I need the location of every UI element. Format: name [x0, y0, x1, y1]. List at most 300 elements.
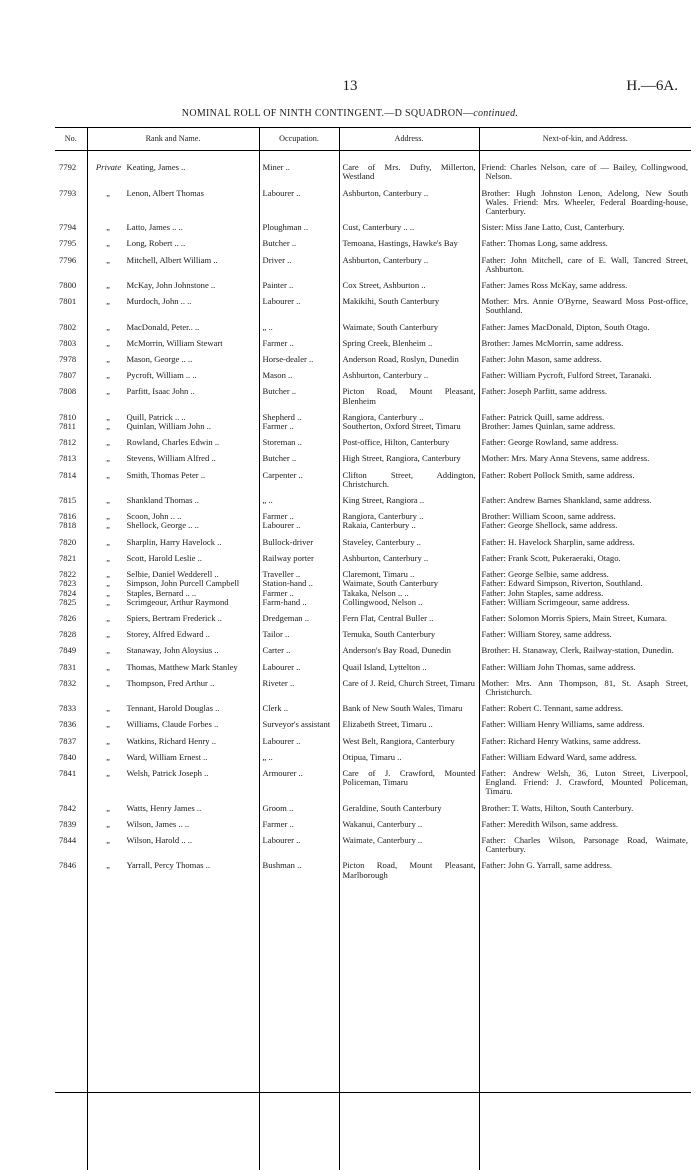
next-of-kin: Father: Robert Pollock Smith, same address. — [479, 464, 691, 489]
soldier-name: Selbie, Daniel Wedderell .. — [126, 569, 219, 580]
service-number: 7796 — [59, 254, 77, 265]
address: Claremont, Timaru .. — [339, 563, 479, 579]
soldier-name: Pycroft, William .. .. — [126, 370, 197, 381]
rank-name-cell — [87, 521, 259, 530]
address: Waimate, Canterbury .. — [339, 829, 479, 854]
table-row — [55, 547, 691, 563]
next-of-kin: Father: H. Havelock Sharplin, same address. — [479, 531, 691, 547]
next-of-kin: Father: William Pycroft, Fulford Street, Taranaki. — [479, 364, 691, 380]
soldier-name: McKay, John Johnstone .. — [126, 280, 216, 291]
next-of-kin: Mother: Mrs. Annie O'Byrne, Seaward Moss Post-office, Southland. — [479, 290, 691, 315]
rank-name-cell — [87, 829, 259, 854]
occupation: Horse-dealer .. — [259, 348, 339, 364]
next-of-kin: Father: William Edward Ward, same address. — [479, 746, 691, 762]
rank-name-cell — [87, 713, 259, 729]
occupation: Painter .. — [259, 274, 339, 290]
service-number: 7842 — [59, 802, 77, 813]
table-row — [55, 656, 691, 672]
table-row — [55, 182, 691, 217]
occupation: Labourer .. — [259, 829, 339, 854]
rank-name-cell — [87, 697, 259, 713]
rank-name-cell — [87, 249, 259, 274]
service-number: 7815 — [59, 495, 77, 506]
rank: „ — [106, 280, 111, 291]
soldier-name: Welsh, Patrick Joseph .. — [126, 767, 209, 778]
table-row — [55, 216, 691, 232]
address: Rangiora, Canterbury .. — [339, 406, 479, 422]
occupation: Armourer .. — [259, 762, 339, 797]
rank-name-cell — [87, 380, 259, 405]
occupation: Bushman .. — [259, 854, 339, 1169]
rank-name-cell — [87, 563, 259, 579]
occupation: Butcher .. — [259, 232, 339, 248]
rank: „ — [106, 751, 111, 762]
rank-name-cell — [87, 531, 259, 547]
table-row — [55, 422, 691, 431]
next-of-kin: Father: John Staples, same address. — [479, 589, 691, 598]
address: Otipua, Timaru .. — [339, 746, 479, 762]
soldier-name: Tennant, Harold Douglas .. — [126, 703, 220, 714]
rank-name-cell — [87, 813, 259, 829]
service-number: 7839 — [59, 818, 77, 829]
table-row — [55, 316, 691, 332]
next-of-kin: Mother: Mrs. Ann Thompson, 81, St. Asaph Street, Christchurch. — [479, 672, 691, 697]
table-row — [55, 813, 691, 829]
address: Spring Creek, Blenheim .. — [339, 332, 479, 348]
soldier-name: Mason, George .. .. — [126, 354, 193, 365]
soldier-name: Watts, Henry James .. — [126, 802, 202, 813]
rank-name-cell — [87, 547, 259, 563]
next-of-kin: Father: Andrew Welsh, 36, Luton Street, Liverpool, England. Friend: J. Crawford, Mounted Policeman, Timaru. — [479, 762, 691, 797]
next-of-kin: Brother: Hugh Johnston Lenon, Adelong, New South Wales. Friend: Mrs. Wheeler, Federal Boarding-house, Canterbury. — [479, 182, 691, 217]
occupation: Groom .. — [259, 797, 339, 813]
rank-name-cell — [87, 431, 259, 447]
service-number: 7841 — [59, 767, 77, 778]
address: Clifton Street, Addington, Christchurch. — [339, 464, 479, 489]
address: Picton Road, Mount Pleasant, Blenheim — [339, 380, 479, 405]
occupation: Surveyor's assistant — [259, 713, 339, 729]
table-row — [55, 505, 691, 521]
rank: Private — [95, 162, 122, 173]
next-of-kin: Father: William John Thomas, same address. — [479, 656, 691, 672]
rank-name-cell — [87, 730, 259, 746]
rank-name-cell — [87, 489, 259, 505]
soldier-name: Scrimgeour, Arthur Raymond — [126, 596, 229, 607]
table-row — [55, 854, 691, 1169]
table-row — [55, 829, 691, 854]
rank: „ — [106, 612, 111, 623]
address: Makikihi, South Canterbury — [339, 290, 479, 315]
table-row — [55, 607, 691, 623]
rank: „ — [106, 703, 111, 714]
occupation: Farmer .. — [259, 589, 339, 598]
service-number: 7826 — [59, 612, 77, 623]
rank-name-cell — [87, 216, 259, 232]
address: Anderson Road, Roslyn, Dunedin — [339, 348, 479, 364]
service-number: 7810 — [59, 411, 77, 422]
soldier-name: Spiers, Bertram Frederick .. — [126, 612, 222, 623]
occupation: Traveller .. — [259, 563, 339, 579]
title-main: NOMINAL ROLL OF NINTH CONTINGENT.—D SQUADRON— — [181, 108, 474, 119]
table-row — [55, 406, 691, 422]
address: Post-office, Hilton, Canterbury — [339, 431, 479, 447]
address: Quail Island, Lyttelton .. — [339, 656, 479, 672]
rank: „ — [106, 578, 111, 589]
next-of-kin: Father: Patrick Quill, same address. — [479, 406, 691, 422]
occupation: Labourer .. — [259, 730, 339, 746]
table-row — [55, 713, 691, 729]
address: Wakanui, Canterbury .. — [339, 813, 479, 829]
rank-name-cell — [87, 290, 259, 315]
soldier-name: Latto, James .. .. — [126, 222, 183, 233]
service-number: 7808 — [59, 386, 77, 397]
soldier-name: Quill, Patrick .. .. — [126, 411, 186, 422]
rank: „ — [106, 386, 111, 397]
address: Rakaia, Canterbury .. — [339, 521, 479, 530]
service-number: 7840 — [59, 751, 77, 762]
service-number: 7821 — [59, 552, 77, 563]
header-address: Address. — [339, 128, 479, 151]
address: Ashburton, Canterbury .. — [339, 182, 479, 217]
address: Care of J. Crawford, Mounted Policeman, Timaru — [339, 762, 479, 797]
address: West Belt, Rangiora, Canterbury — [339, 730, 479, 746]
document-code: H.—6A. — [626, 78, 678, 94]
next-of-kin: Father: John Mason, same address. — [479, 348, 691, 364]
rank: „ — [106, 645, 111, 656]
occupation: „ .. — [259, 746, 339, 762]
rank: „ — [106, 296, 111, 307]
soldier-name: Keating, James .. — [126, 162, 186, 173]
soldier-name: Shellock, George .. .. — [126, 520, 199, 531]
occupation: Carter .. — [259, 639, 339, 655]
rank-name-cell — [87, 672, 259, 697]
rank-name-cell — [87, 505, 259, 521]
occupation: Dredgeman .. — [259, 607, 339, 623]
service-number: 7844 — [59, 834, 77, 845]
header-rank-name: Rank and Name. — [87, 128, 259, 151]
service-number: 7792 — [59, 162, 77, 173]
rank-name-cell — [87, 182, 259, 217]
next-of-kin: Brother: James McMorrin, same address. — [479, 332, 691, 348]
service-number: 7978 — [59, 354, 77, 365]
table-row — [55, 431, 691, 447]
occupation: Carpenter .. — [259, 464, 339, 489]
rank: „ — [106, 421, 111, 432]
rank: „ — [106, 495, 111, 506]
next-of-kin: Brother: T. Watts, Hilton, South Canterbury. — [479, 797, 691, 813]
service-number: 7800 — [59, 280, 77, 291]
table-row — [55, 521, 691, 530]
occupation: Tailor .. — [259, 623, 339, 639]
soldier-name: McMorrin, William Stewart — [126, 337, 223, 348]
table-row — [55, 730, 691, 746]
table-row — [55, 489, 691, 505]
service-number: 7820 — [59, 536, 77, 547]
address: Collingwood, Nelson .. — [339, 598, 479, 607]
header-no: No. — [55, 128, 87, 151]
soldier-name: Yarrall, Percy Thomas .. — [126, 860, 210, 871]
address: Picton Road, Mount Pleasant, Marlborough — [339, 854, 479, 1169]
header-next-of-kin: Next-of-kin, and Address. — [479, 128, 691, 151]
rank: „ — [106, 469, 111, 480]
service-number: 7837 — [59, 735, 77, 746]
next-of-kin: Father: John G. Yarrall, same address. — [479, 854, 691, 1169]
table-header-row — [55, 128, 691, 151]
next-of-kin: Father: George Shellock, same address. — [479, 521, 691, 530]
page-title — [0, 108, 700, 119]
soldier-name: Smith, Thomas Peter .. — [126, 469, 206, 480]
service-number: 7831 — [59, 661, 77, 672]
soldier-name: Rowland, Charles Edwin .. — [126, 437, 220, 448]
table-row — [55, 672, 691, 697]
table-row — [55, 380, 691, 405]
next-of-kin: Father: George Rowland, same address. — [479, 431, 691, 447]
soldier-name: Wilson, James .. .. — [126, 818, 190, 829]
rank: „ — [106, 520, 111, 531]
address: Fern Flat, Central Buller .. — [339, 607, 479, 623]
table-row — [55, 623, 691, 639]
occupation: Farm-hand .. — [259, 598, 339, 607]
service-number: 7803 — [59, 337, 77, 348]
rank: „ — [106, 337, 111, 348]
rank: „ — [106, 321, 111, 332]
rank-name-cell — [87, 406, 259, 422]
occupation: Mason .. — [259, 364, 339, 380]
rank-name-cell — [87, 364, 259, 380]
address: Temoana, Hastings, Hawke's Bay — [339, 232, 479, 248]
service-number: 7793 — [59, 187, 77, 198]
table-row — [55, 797, 691, 813]
occupation: Labourer .. — [259, 182, 339, 217]
service-number: 7828 — [59, 629, 77, 640]
service-number: 7807 — [59, 370, 77, 381]
soldier-name: Williams, Claude Forbes .. — [126, 719, 219, 730]
table-row — [55, 364, 691, 380]
occupation: Butcher .. — [259, 380, 339, 405]
address: High Street, Rangiora, Canterbury — [339, 447, 479, 463]
occupation: „ .. — [259, 489, 339, 505]
rank: „ — [106, 735, 111, 746]
rank: „ — [106, 354, 111, 365]
next-of-kin: Friend: Charles Nelson, care of — Bailey, Collingwood, Nelson. — [479, 151, 691, 182]
rank-name-cell — [87, 607, 259, 623]
occupation: Station-hand .. — [259, 579, 339, 588]
occupation: Labourer .. — [259, 656, 339, 672]
next-of-kin: Father: Joseph Parfitt, same address. — [479, 380, 691, 405]
service-number: 7802 — [59, 321, 77, 332]
address: Rangiora, Canterbury .. — [339, 505, 479, 521]
service-number: 7824 — [59, 587, 77, 598]
rank: „ — [106, 802, 111, 813]
service-number: 7814 — [59, 469, 77, 480]
address: Ashburton, Canterbury .. — [339, 547, 479, 563]
rank: „ — [106, 370, 111, 381]
rank: „ — [106, 511, 111, 522]
next-of-kin: Father: Meredith Wilson, same address. — [479, 813, 691, 829]
address: Care of J. Reid, Church Street, Timaru — [339, 672, 479, 697]
next-of-kin: Father: Robert C. Tennant, same address. — [479, 697, 691, 713]
service-number: 7849 — [59, 645, 77, 656]
occupation: Farmer .. — [259, 422, 339, 431]
table-row — [55, 232, 691, 248]
rank: „ — [106, 254, 111, 265]
soldier-name: Scott, Harold Leslie .. — [126, 552, 202, 563]
table-row — [55, 151, 691, 182]
page-number: 13 — [342, 78, 358, 94]
occupation: Farmer .. — [259, 813, 339, 829]
table-body — [55, 151, 691, 1170]
rank: „ — [106, 187, 111, 198]
occupation: Bullock-driver — [259, 531, 339, 547]
service-number: 7825 — [59, 596, 77, 607]
table-row — [55, 531, 691, 547]
next-of-kin: Father: Andrew Barnes Shankland, same address. — [479, 489, 691, 505]
rank-name-cell — [87, 797, 259, 813]
table-row — [55, 746, 691, 762]
next-of-kin: Father: William Henry Williams, same address. — [479, 713, 691, 729]
next-of-kin: Father: William Scrimgeour, same address. — [479, 598, 691, 607]
occupation: Railway porter — [259, 547, 339, 563]
rank-name-cell — [87, 762, 259, 797]
service-number: 7832 — [59, 677, 77, 688]
address: Temuka, South Canterbury — [339, 623, 479, 639]
rank: „ — [106, 719, 111, 730]
table-row — [55, 332, 691, 348]
soldier-name: Murdoch, John .. .. — [126, 296, 192, 307]
occupation: Riveter .. — [259, 672, 339, 697]
next-of-kin: Father: George Selbie, same address. — [479, 563, 691, 579]
occupation: Clerk .. — [259, 697, 339, 713]
service-number: 7836 — [59, 719, 77, 730]
soldier-name: Mitchell, Albert William .. — [126, 254, 218, 265]
soldier-name: Wilson, Harold .. .. — [126, 834, 193, 845]
rank: „ — [106, 767, 111, 778]
header-occupation: Occupation. — [259, 128, 339, 151]
rank-name-cell — [87, 464, 259, 489]
rank: „ — [106, 677, 111, 688]
service-number: 7813 — [59, 453, 77, 464]
service-number: 7818 — [59, 520, 77, 531]
service-number: 7801 — [59, 296, 77, 307]
service-number: 7794 — [59, 222, 77, 233]
soldier-name: Scoon, John .. .. — [126, 511, 182, 522]
next-of-kin: Father: Frank Scott, Pukeraeraki, Otago. — [479, 547, 691, 563]
rank-name-cell — [87, 332, 259, 348]
rank-name-cell — [87, 316, 259, 332]
rank: „ — [106, 552, 111, 563]
table-row — [55, 290, 691, 315]
rank: „ — [106, 536, 111, 547]
rank-name-cell — [87, 151, 259, 182]
occupation: Storeman .. — [259, 431, 339, 447]
occupation: Shepherd .. — [259, 406, 339, 422]
next-of-kin: Father: William Storey, same address. — [479, 623, 691, 639]
next-of-kin: Brother: H. Stanaway, Clerk, Railway-station, Dunedin. — [479, 639, 691, 655]
occupation: Miner .. — [259, 151, 339, 182]
address: Care of Mrs. Dufty, Millerton, Westland — [339, 151, 479, 182]
occupation: Labourer .. — [259, 521, 339, 530]
address: Bank of New South Wales, Timaru — [339, 697, 479, 713]
soldier-name: Staples, Bernard .. .. — [126, 587, 197, 598]
occupation: Driver .. — [259, 249, 339, 274]
rank-name-cell — [87, 746, 259, 762]
rank: „ — [106, 596, 111, 607]
table-row — [55, 563, 691, 579]
rank: „ — [106, 661, 111, 672]
address: Waimate, South Canterbury — [339, 316, 479, 332]
next-of-kin: Mother: Mrs. Mary Anna Stevens, same address. — [479, 447, 691, 463]
next-of-kin: Father: Charles Wilson, Parsonage Road, Waimate, Canterbury. — [479, 829, 691, 854]
rank: „ — [106, 569, 111, 580]
address: Cox Street, Ashburton .. — [339, 274, 479, 290]
rank-name-cell — [87, 656, 259, 672]
next-of-kin: Father: James Ross McKay, same address. — [479, 274, 691, 290]
address: Waimate, South Canterbury — [339, 579, 479, 588]
rank: „ — [106, 860, 111, 871]
next-of-kin: Brother: William Scoon, same address. — [479, 505, 691, 521]
soldier-name: Shankland Thomas .. — [126, 495, 199, 506]
rank: „ — [106, 834, 111, 845]
occupation: Labourer .. — [259, 290, 339, 315]
address: Ashburton, Canterbury .. — [339, 249, 479, 274]
soldier-name: Stanaway, John Aloysius .. — [126, 645, 219, 656]
rank: „ — [106, 453, 111, 464]
rank: „ — [106, 818, 111, 829]
soldier-name: Long, Robert .. .. — [126, 238, 186, 249]
occupation: Farmer .. — [259, 332, 339, 348]
soldier-name: Parfitt, Isaac John .. — [126, 386, 195, 397]
service-number: 7822 — [59, 569, 77, 580]
soldier-name: Lenon, Albert Thomas — [126, 187, 204, 198]
soldier-name: Thomas, Matthew Mark Stanley — [126, 661, 238, 672]
address: Cust, Canterbury .. .. — [339, 216, 479, 232]
rank-name-cell — [87, 232, 259, 248]
next-of-kin: Father: Edward Simpson, Riverton, Southland. — [479, 579, 691, 588]
next-of-kin: Father: Thomas Long, same address. — [479, 232, 691, 248]
occupation: Farmer .. — [259, 505, 339, 521]
soldier-name: Sharplin, Harry Havelock .. — [126, 536, 222, 547]
soldier-name: Storey, Alfred Edward .. — [126, 629, 210, 640]
service-number: 7833 — [59, 703, 77, 714]
service-number: 7846 — [59, 860, 77, 871]
rank-name-cell — [87, 348, 259, 364]
occupation: Butcher .. — [259, 447, 339, 463]
rank-name-cell — [87, 422, 259, 431]
next-of-kin: Father: Solomon Morris Spiers, Main Street, Kumara. — [479, 607, 691, 623]
soldier-name: Simpson, John Purcell Campbell — [126, 578, 240, 589]
soldier-name: Watkins, Richard Henry .. — [126, 735, 217, 746]
next-of-kin: Brother: James Quinlan, same address. — [479, 422, 691, 431]
address: Takaka, Nelson .. .. — [339, 589, 479, 598]
address: Geraldine, South Canterbury — [339, 797, 479, 813]
table-row — [55, 348, 691, 364]
soldier-name: Stevens, William Alfred .. — [126, 453, 216, 464]
service-number: 7812 — [59, 437, 77, 448]
rank: „ — [106, 629, 111, 640]
title-suffix: continued. — [473, 108, 519, 119]
rank: „ — [106, 411, 111, 422]
table-row — [55, 274, 691, 290]
address: Southerton, Oxford Street, Timaru — [339, 422, 479, 431]
next-of-kin: Sister: Miss Jane Latto, Cust, Canterbury. — [479, 216, 691, 232]
rank: „ — [106, 222, 111, 233]
rank-name-cell — [87, 854, 259, 1169]
footer-rule — [55, 1092, 691, 1093]
address: Elizabeth Street, Timaru .. — [339, 713, 479, 729]
next-of-kin: Father: James MacDonald, Dipton, South Otago. — [479, 316, 691, 332]
soldier-name: MacDonald, Peter.. .. — [126, 321, 200, 332]
rank-name-cell — [87, 274, 259, 290]
